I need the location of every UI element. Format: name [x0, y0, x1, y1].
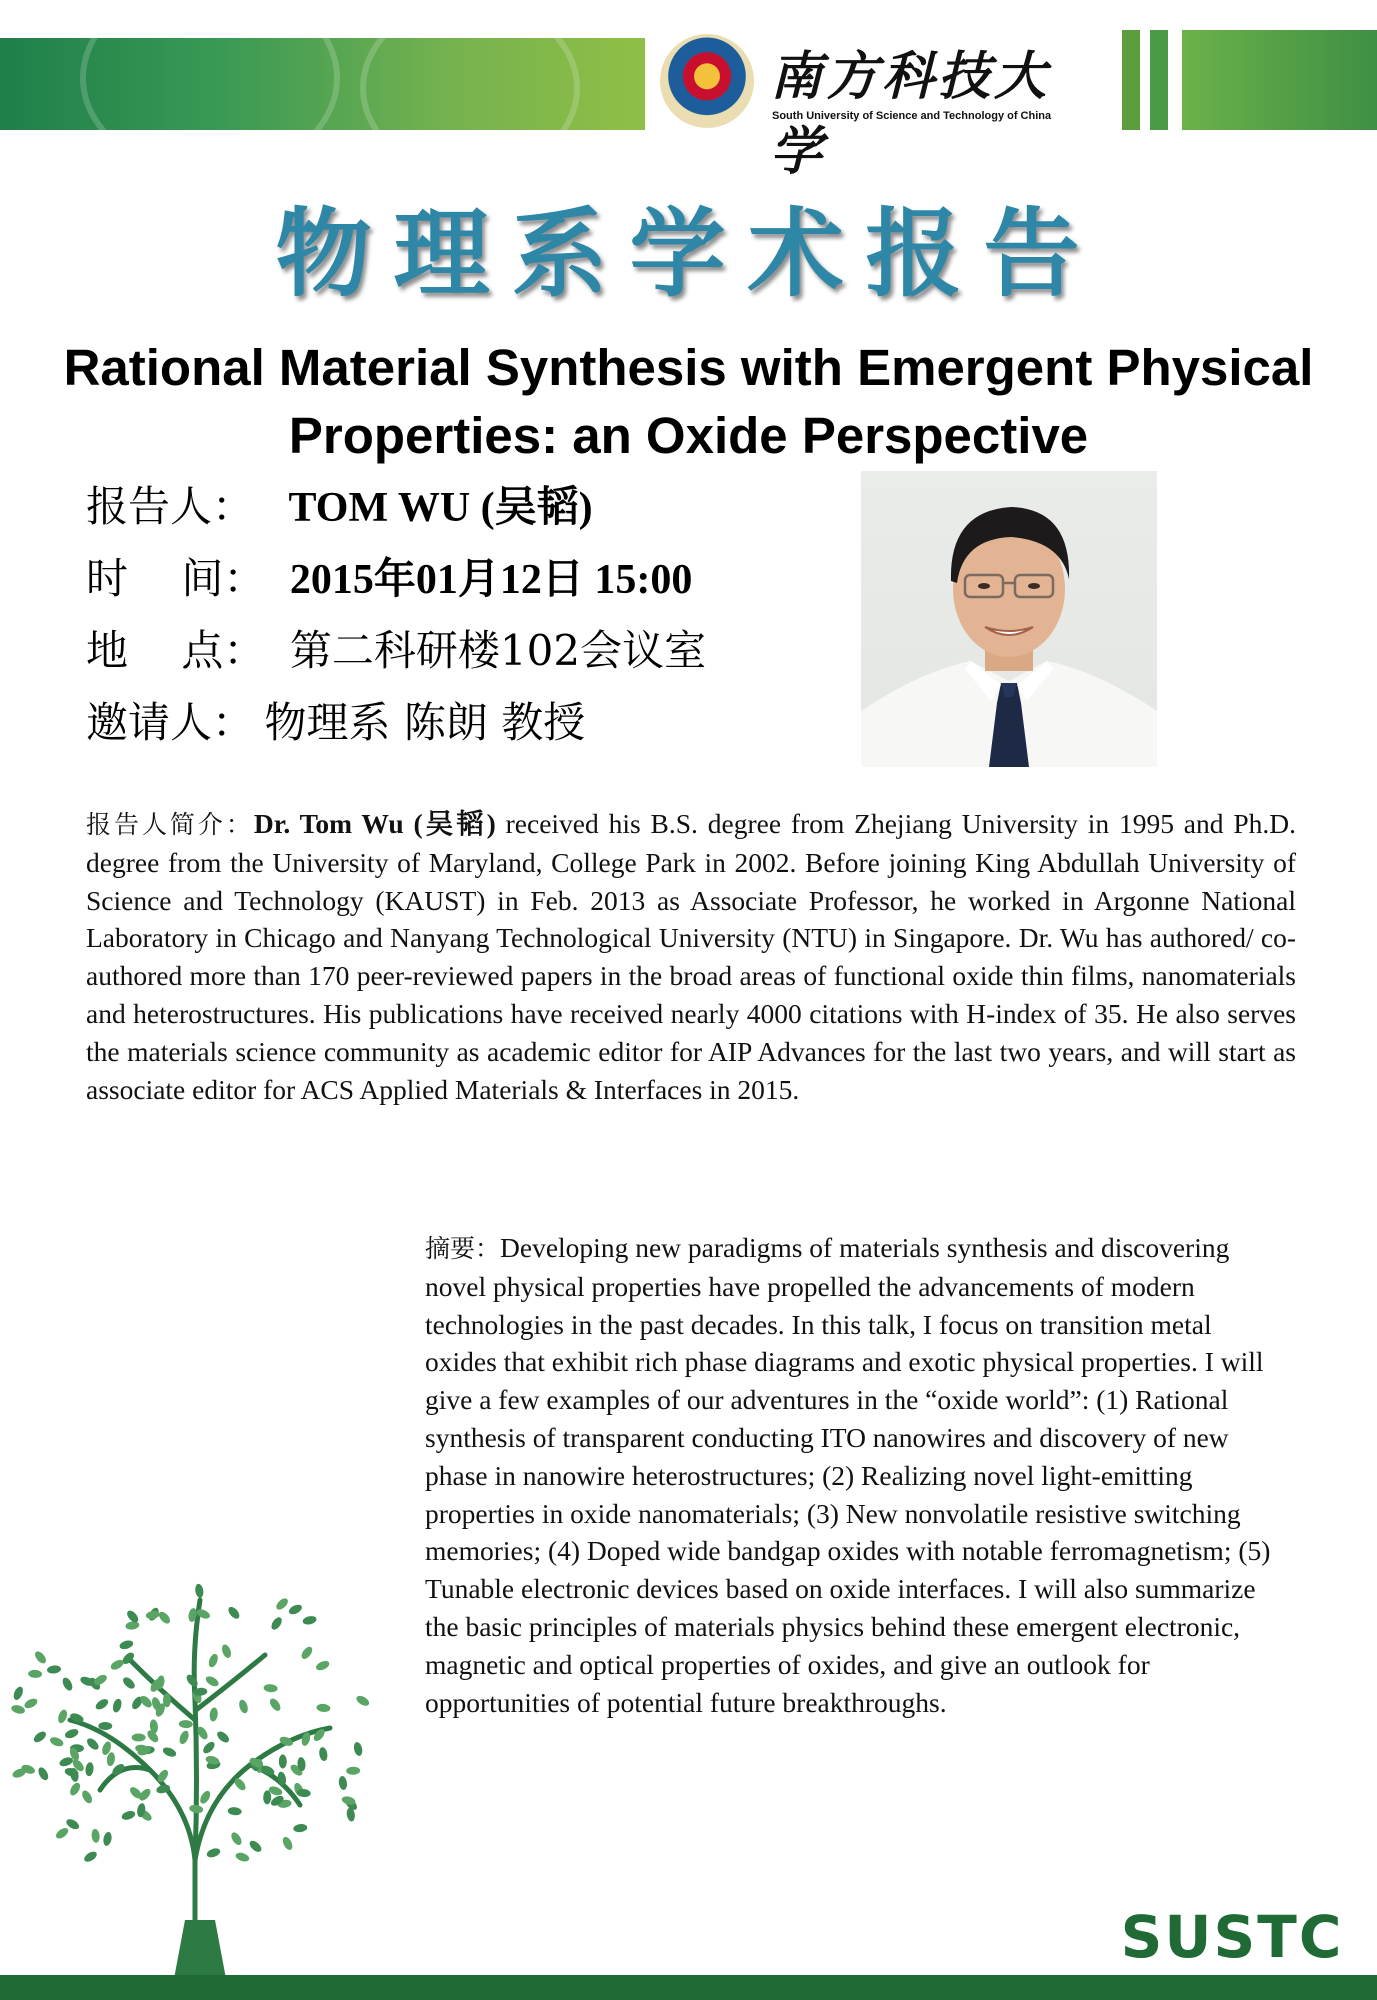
tree-leaf [234, 1851, 250, 1863]
university-logo [660, 30, 1070, 182]
tree-leaf [293, 1823, 308, 1833]
tree-leaf [61, 1676, 75, 1692]
page-title: 物理系学术报告 [275, 198, 1102, 310]
tree-leaf [338, 1776, 348, 1791]
tree-leaf [56, 1708, 68, 1724]
tree-leaf [194, 1583, 204, 1598]
tree-leaf [263, 1790, 271, 1804]
tree-leaf [33, 1649, 48, 1665]
tree-leaf [178, 1729, 191, 1745]
tree-leaf [229, 1831, 243, 1847]
tree-leaf [36, 1766, 50, 1782]
tree-leaf [299, 1645, 314, 1661]
tree-leaf [68, 1781, 82, 1797]
tree-leaf [355, 1694, 371, 1708]
place-value: 第二科研楼102会议室 [289, 626, 707, 675]
tree-leaf [346, 1766, 360, 1774]
tree-leaf [302, 1615, 317, 1626]
tree-leaf [119, 1639, 135, 1651]
tree-leaf [287, 1603, 303, 1616]
tree-leaf [121, 1675, 137, 1690]
tree-leaf [161, 1746, 177, 1759]
tree-leaf [315, 1659, 331, 1672]
tree-leaf [28, 1670, 42, 1679]
speaker-row [86, 474, 593, 534]
tree-leaf [215, 1729, 231, 1744]
tree-leaf [120, 1809, 136, 1821]
tree-leaf [269, 1615, 283, 1631]
place-row [86, 618, 706, 678]
tree-leaf [85, 1762, 95, 1777]
tree-leaf [316, 1703, 331, 1712]
abstract-label: 摘要： [425, 1234, 501, 1263]
tree-leaf [220, 1643, 232, 1659]
tree-leaf [318, 1747, 328, 1762]
tree-leaf [12, 1685, 25, 1701]
green-bars [1122, 30, 1377, 130]
time-label: 时 间： [86, 554, 266, 603]
tree-leaf [279, 1754, 287, 1768]
sustc-logo [1092, 1905, 1372, 1965]
bio-label: 报告人简介： [86, 810, 254, 839]
tree-leaf [353, 1741, 364, 1756]
speaker-label: 报告人： [86, 482, 255, 531]
speaker-photo [861, 471, 1157, 767]
tree-leaf [94, 1697, 110, 1711]
tree-leaf [91, 1828, 100, 1843]
speaker-bio [86, 805, 1296, 1108]
tree-leaf [49, 1736, 65, 1748]
tree-leaf [238, 1699, 250, 1715]
tree-leaf [23, 1697, 39, 1711]
tree-leaf [206, 1847, 222, 1859]
tree-leaf [132, 1734, 146, 1742]
tree-leaf [32, 1729, 48, 1744]
tree-leaf [268, 1697, 283, 1713]
speaker-value: TOM WU (吴韬) [288, 485, 593, 531]
host-row [86, 690, 585, 750]
tree-leaf [204, 1674, 220, 1688]
tree-leaf [54, 1826, 70, 1841]
tree-leaf [201, 1740, 216, 1756]
tree-leaf [248, 1839, 264, 1854]
tree-leaf [263, 1684, 278, 1693]
time-value: 2015年01月12日 15:00 [289, 557, 693, 603]
tree-leaf [281, 1835, 294, 1851]
tree-leaf [64, 1727, 80, 1739]
tree-leaf [102, 1831, 113, 1846]
abstract [425, 1229, 1277, 1721]
host-label: 邀请人： [86, 698, 255, 747]
tree-icon [0, 1560, 400, 2000]
place-label: 地 点： [86, 626, 266, 675]
tree-leaf [157, 1610, 172, 1626]
tree-leaf [189, 1804, 204, 1814]
time-row [86, 546, 692, 606]
tree-leaf [207, 1653, 219, 1669]
tree-leaf [98, 1722, 112, 1730]
tree-leaf [47, 1665, 62, 1674]
bio-speaker-name: Dr. Tom Wu (吴韬) [253, 808, 496, 839]
tree-leaf [274, 1596, 290, 1611]
tree-leaf [85, 1736, 101, 1751]
sustc-logo-text: SUSTC [1120, 1905, 1344, 1965]
abstract-text: Developing new paradigms of materials synthesis and discovering novel physical properties have propelled the advancements of modern technologies in the past decades. In this talk, I focus on transition metal oxides that exhibit rich phase diagrams and exotic physical properties. I will give a few examples of our adventures in the “oxide world”: (1) Rational synthesis of transparent conducting ITO nanowires and discovery of new phase in nanowire heterostructures; (2) Realizing novel light-emitting properties in oxide nanomaterials; (3) New nonvolatile resistive switching memories; (4) Doped wide bandgap oxides with notable ferromagnetism; (5) Tunable electronic devices based on oxide interfaces. I will also summarize the basic principles of materials physics behind these emergent electronic, magnetic and optical properties of oxides, and give an outlook for opportunities of potential future breakthroughs. [425, 1232, 1271, 1718]
bio-text: received his B.S. degree from Zhejiang University in 1995 and Ph.D. degree from the University of Maryland, College Park in 2002. Before joining King Abdullah University of Science and Technology (KAUST) in Feb. 2013 as Associate Professor, he worked in Argonne National Laboratory in Chicago and Nanyang Technological University (NTU) in Singapore. Dr. Wu has authored/ co-authored more than 170 peer-reviewed papers in the broad areas of functional oxide thin films, nanomaterials and heterostructures. His publications have received nearly 4000 citations with H-index of 35. He also serves the materials science community as academic editor for AIP Advances for the last two years, and will start as associate editor for ACS Applied Materials & Interfaces in 2015. [86, 808, 1296, 1105]
tree-leaf [125, 1621, 140, 1631]
talk-title: Rational Material Synthesis with Emergent Physical Properties: an Oxide Perspective [63, 339, 1314, 464]
university-name-cn: 南方科技大学 [770, 46, 1051, 182]
green-band-left [0, 38, 645, 130]
tree-leaf [227, 1807, 242, 1816]
tree-leaf [179, 1720, 193, 1729]
header-banner [0, 30, 1377, 182]
tree-leaf [226, 1605, 241, 1621]
university-name-en: South University of Science and Technology of China [772, 110, 1052, 122]
tree-leaf [80, 1789, 94, 1805]
footer-bar [0, 1975, 1377, 2000]
tree-leaf [111, 1698, 123, 1714]
university-emblem-icon [660, 34, 754, 128]
host-value: 物理系 陈朗 教授 [264, 698, 586, 747]
tree-leaf [198, 1789, 212, 1805]
tree-leaf [10, 1704, 26, 1716]
tree-leaf [82, 1850, 98, 1864]
tree-leaf [209, 1707, 219, 1722]
